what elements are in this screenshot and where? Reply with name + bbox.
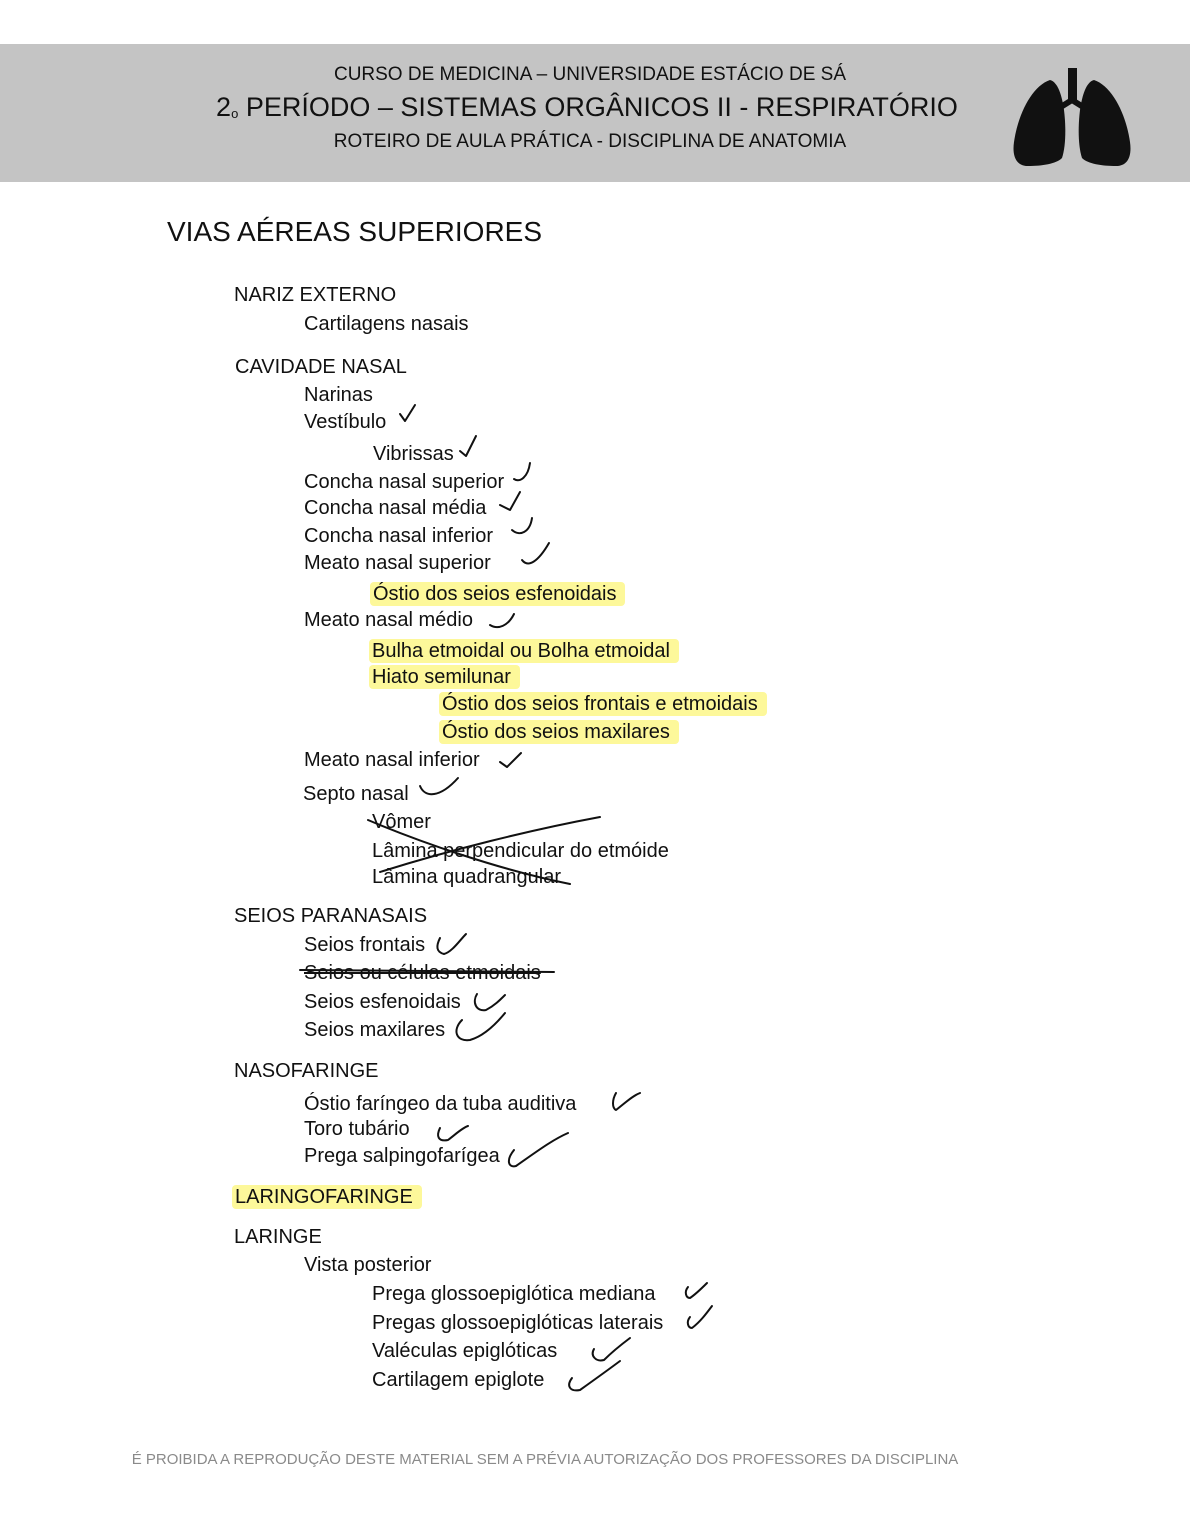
highlight-mark: Hiato semilunar	[369, 665, 520, 689]
checkmark-icon	[686, 1283, 707, 1298]
checkmark-icon	[438, 1126, 468, 1140]
copyright-footer: É PROIBIDA A REPRODUÇÃO DESTE MATERIAL SEM A PRÉVIA AUTORIZAÇÃO DOS PROFESSORES DA DISCIPLINA	[131, 1451, 959, 1468]
item-septo-nasal: Septo nasal	[303, 783, 409, 805]
checkmark-icon	[569, 1361, 620, 1390]
page-title: VIAS AÉREAS SUPERIORES	[167, 216, 543, 247]
checkmark-icon	[512, 518, 532, 533]
checkmark-icon	[613, 1093, 640, 1110]
item-seios-maxilares: Seios maxilares	[304, 1019, 446, 1041]
item-lamina-perpendicular: Lâmina perpendicular do etmóide	[372, 840, 669, 862]
checkmark-icon	[420, 778, 458, 794]
item-cartilagem-epiglote: Cartilagem epiglote	[372, 1369, 545, 1391]
item-prega-mediana: Prega glossoepiglótica mediana	[372, 1283, 656, 1305]
checkmark-icon	[400, 405, 415, 421]
period-line	[0, 92, 1182, 123]
item-seios-etmoidais: Seios ou células etmoidais	[304, 962, 541, 984]
checkmark-icon	[593, 1338, 630, 1360]
item-prega-salpingofaringea: Prega salpingofarígea	[304, 1145, 500, 1167]
item-hiato-semilunar	[372, 665, 520, 689]
item-lamina-quadrangular: Lâmina quadrangular	[372, 866, 562, 888]
section-nariz-externo: NARIZ EXTERNO	[234, 284, 397, 306]
item-toro-tubario: Toro tubário	[304, 1118, 410, 1140]
section-seios-paranasais: SEIOS PARANASAIS	[234, 905, 428, 927]
checkmark-icon	[509, 1133, 568, 1166]
item-ostio-faringeo: Óstio faríngeo da tuba auditiva	[304, 1093, 577, 1115]
section-laringofaringe	[235, 1185, 422, 1209]
highlight-mark: Óstio dos seios frontais e etmoidais	[439, 692, 767, 716]
section-nasofaringe: NASOFARINGE	[234, 1060, 379, 1082]
period-title: PERÍODO – SISTEMAS ORGÂNICOS II - RESPIRATÓRIO	[238, 92, 958, 122]
item-pregas-laterais: Pregas glossoepiglóticas laterais	[372, 1312, 664, 1334]
item-meato-superior: Meato nasal superior	[304, 552, 491, 574]
page-header	[0, 44, 1190, 182]
checkmark-icon	[500, 753, 521, 767]
item-ostio-maxilares	[442, 720, 679, 744]
highlight-mark: Óstio dos seios maxilares	[439, 720, 679, 744]
item-vomer: Vômer	[372, 811, 431, 833]
section-laringe: LARINGE	[234, 1226, 322, 1248]
highlight-mark: Óstio dos seios esfenoidais	[370, 582, 625, 606]
item-vestibulo: Vestíbulo	[304, 411, 387, 433]
checkmark-icon	[688, 1306, 712, 1328]
lungs-icon	[1012, 66, 1132, 170]
checkmark-icon	[514, 463, 530, 480]
course-line: CURSO DE MEDICINA – UNIVERSIDADE ESTÁCIO DE SÁ	[333, 64, 847, 85]
item-ostio-frontais	[442, 692, 767, 716]
checkmark-icon	[460, 436, 476, 456]
item-cartilagens-nasais: Cartilagens nasais	[304, 313, 469, 335]
item-seios-frontais: Seios frontais	[304, 934, 426, 956]
item-concha-inferior: Concha nasal inferior	[304, 525, 493, 547]
item-vibrissas: Vibrissas	[373, 443, 454, 465]
item-narinas: Narinas	[304, 384, 373, 406]
checkmark-icon	[500, 492, 520, 510]
checkmark-icon	[490, 614, 514, 627]
guide-line: ROTEIRO DE AULA PRÁTICA - DISCIPLINA DE ANATOMIA	[333, 131, 847, 152]
highlight-mark: LARINGOFARINGE	[232, 1185, 422, 1209]
item-concha-superior: Concha nasal superior	[304, 471, 505, 493]
item-concha-media: Concha nasal média	[304, 497, 487, 519]
item-meato-medio: Meato nasal médio	[304, 609, 473, 631]
item-valeculas: Valéculas epiglóticas	[372, 1340, 558, 1362]
item-vista-posterior: Vista posterior	[304, 1254, 432, 1276]
item-meato-inferior: Meato nasal inferior	[304, 749, 480, 771]
checkmark-icon	[437, 934, 466, 954]
highlight-mark: Bulha etmoidal ou Bolha etmoidal	[369, 639, 679, 663]
checkmark-icon	[456, 1013, 505, 1040]
item-ostio-esfenoidais	[373, 582, 625, 606]
checkmark-icon	[522, 543, 549, 563]
section-cavidade-nasal: CAVIDADE NASAL	[235, 356, 407, 378]
ordinal-indicator: o	[231, 106, 239, 121]
item-seios-esfenoidais: Seios esfenoidais	[304, 991, 461, 1013]
item-bulha-etmoidal	[372, 639, 679, 663]
checkmark-icon	[475, 994, 505, 1010]
period-number: 2	[216, 92, 232, 122]
